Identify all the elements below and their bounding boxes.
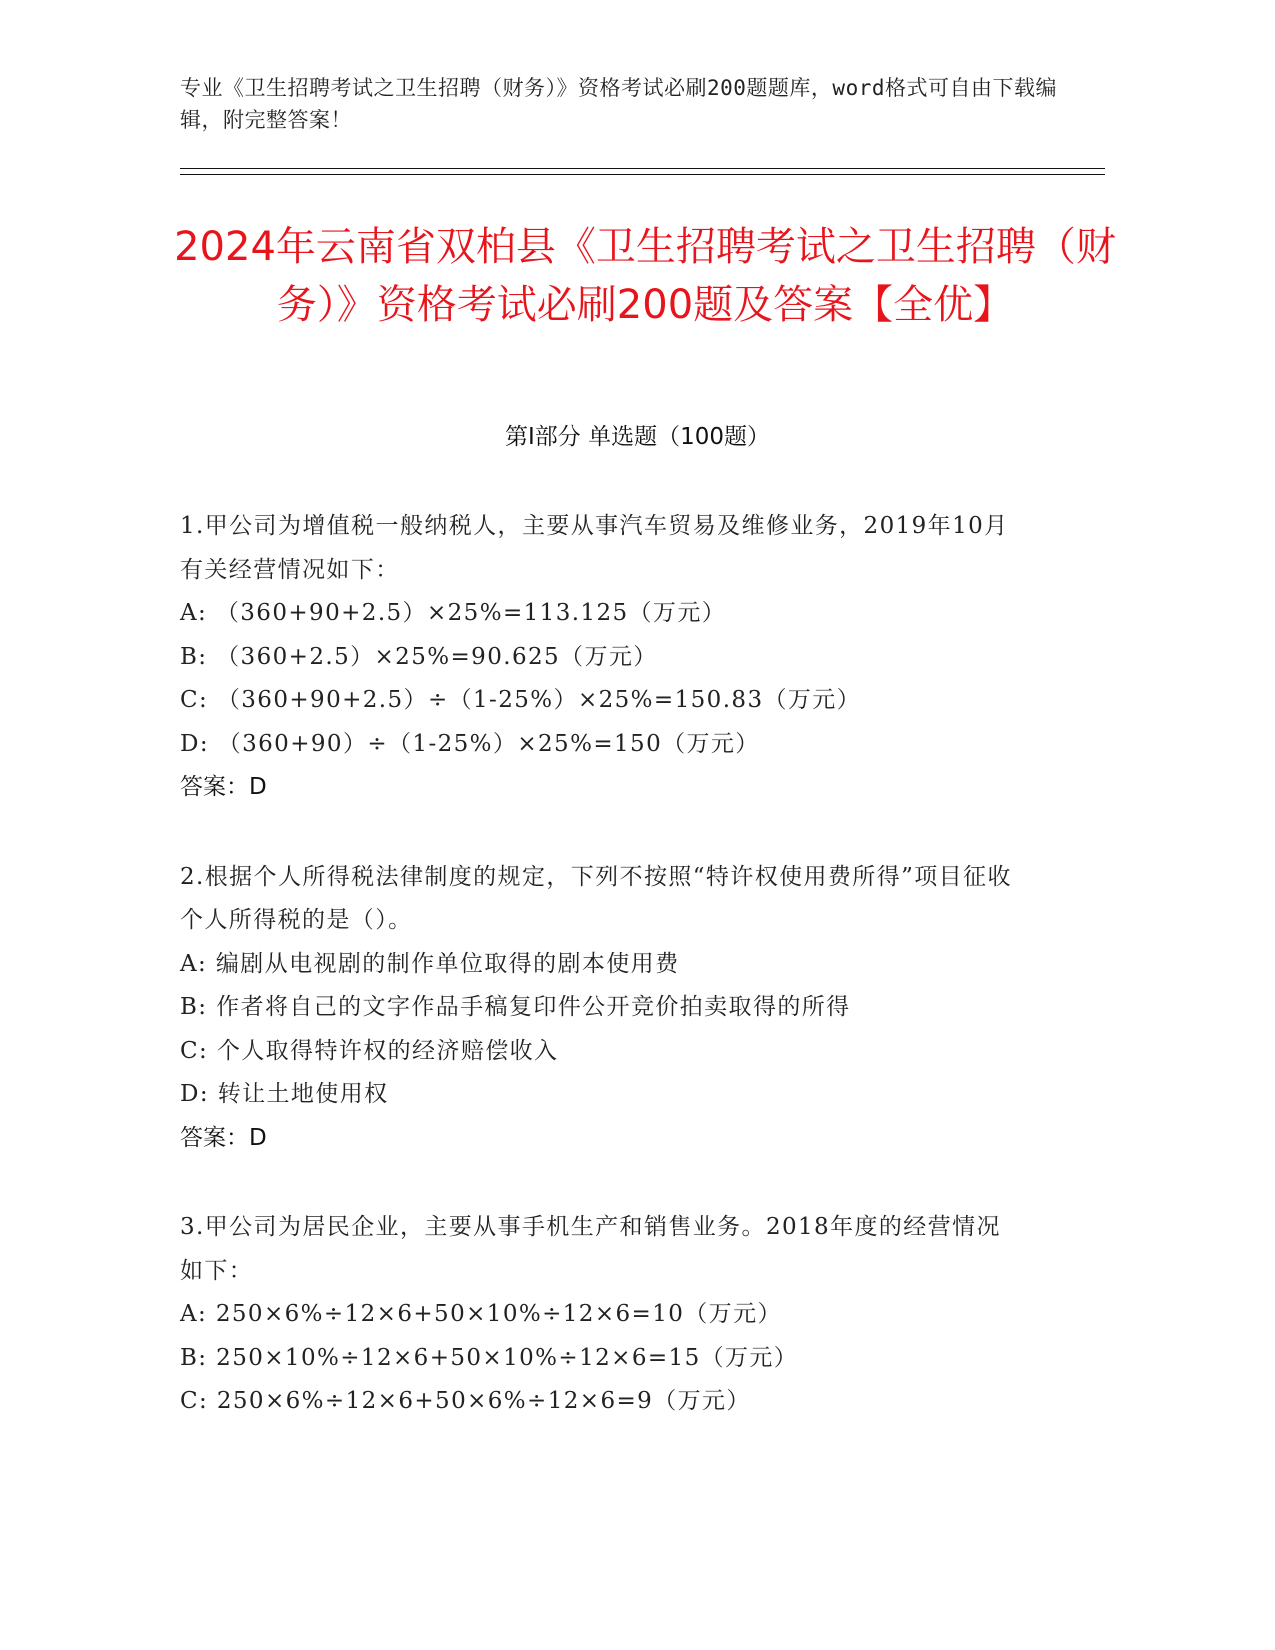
question-2 — [180, 856, 1020, 1161]
option-b: B: 作者将自己的文字作品手稿复印件公开竞价拍卖取得的所得 — [180, 994, 851, 1020]
option-a: A: （360+90+2.5）×25%=113.125（万元） — [180, 600, 727, 626]
question-text: 2.根据个人所得税法律制度的规定，下列不按照“特许权使用费所得”项目征收个人所得税的是（）。 — [180, 863, 1012, 933]
question-text: 1.甲公司为增值税一般纳税人，主要从事汽车贸易及维修业务，2019年10月有关经营情况如下： — [180, 513, 1009, 583]
question-list — [180, 505, 1020, 1470]
section-title: 第I部分 单选题（100题） — [505, 424, 770, 450]
answer: 答案：D — [180, 774, 267, 800]
header-note: 专业《卫生招聘考试之卫生招聘（财务）》资格考试必刷200题题库，word格式可自由下载编辑，附完整答案！ — [180, 76, 1057, 132]
question-3 — [180, 1206, 1020, 1424]
option-c: C: （360+90+2.5）÷（1-25%）×25%=150.83（万元） — [180, 687, 862, 713]
header-divider-bottom — [180, 174, 1105, 175]
question-1 — [180, 505, 1020, 810]
option-c: C: 个人取得特许权的经济赔偿收入 — [180, 1037, 559, 1064]
option-a: A: 250×6%÷12×6+50×10%÷12×6=10（万元） — [180, 1301, 782, 1327]
document-title: 2024年云南省双柏县《卫生招聘考试之卫生招聘（财务）》资格考试必刷200题及答案【全优】 — [174, 224, 1116, 328]
option-d: D: （360+90）÷（1-25%）×25%=150（万元） — [180, 730, 760, 757]
option-a: A: 编剧从电视剧的制作单位取得的剧本使用费 — [180, 950, 680, 977]
option-d: D: 转让土地使用权 — [180, 1081, 389, 1107]
option-b: B: （360+2.5）×25%=90.625（万元） — [180, 643, 658, 670]
header-divider-top — [180, 168, 1105, 169]
option-c: C: 250×6%÷12×6+50×6%÷12×6=9（万元） — [180, 1388, 751, 1414]
option-b: B: 250×10%÷12×6+50×10%÷12×6=15（万元） — [180, 1344, 799, 1371]
answer: 答案：D — [180, 1124, 267, 1151]
question-text: 3.甲公司为居民企业，主要从事手机生产和销售业务。2018年度的经营情况如下： — [180, 1214, 1001, 1284]
